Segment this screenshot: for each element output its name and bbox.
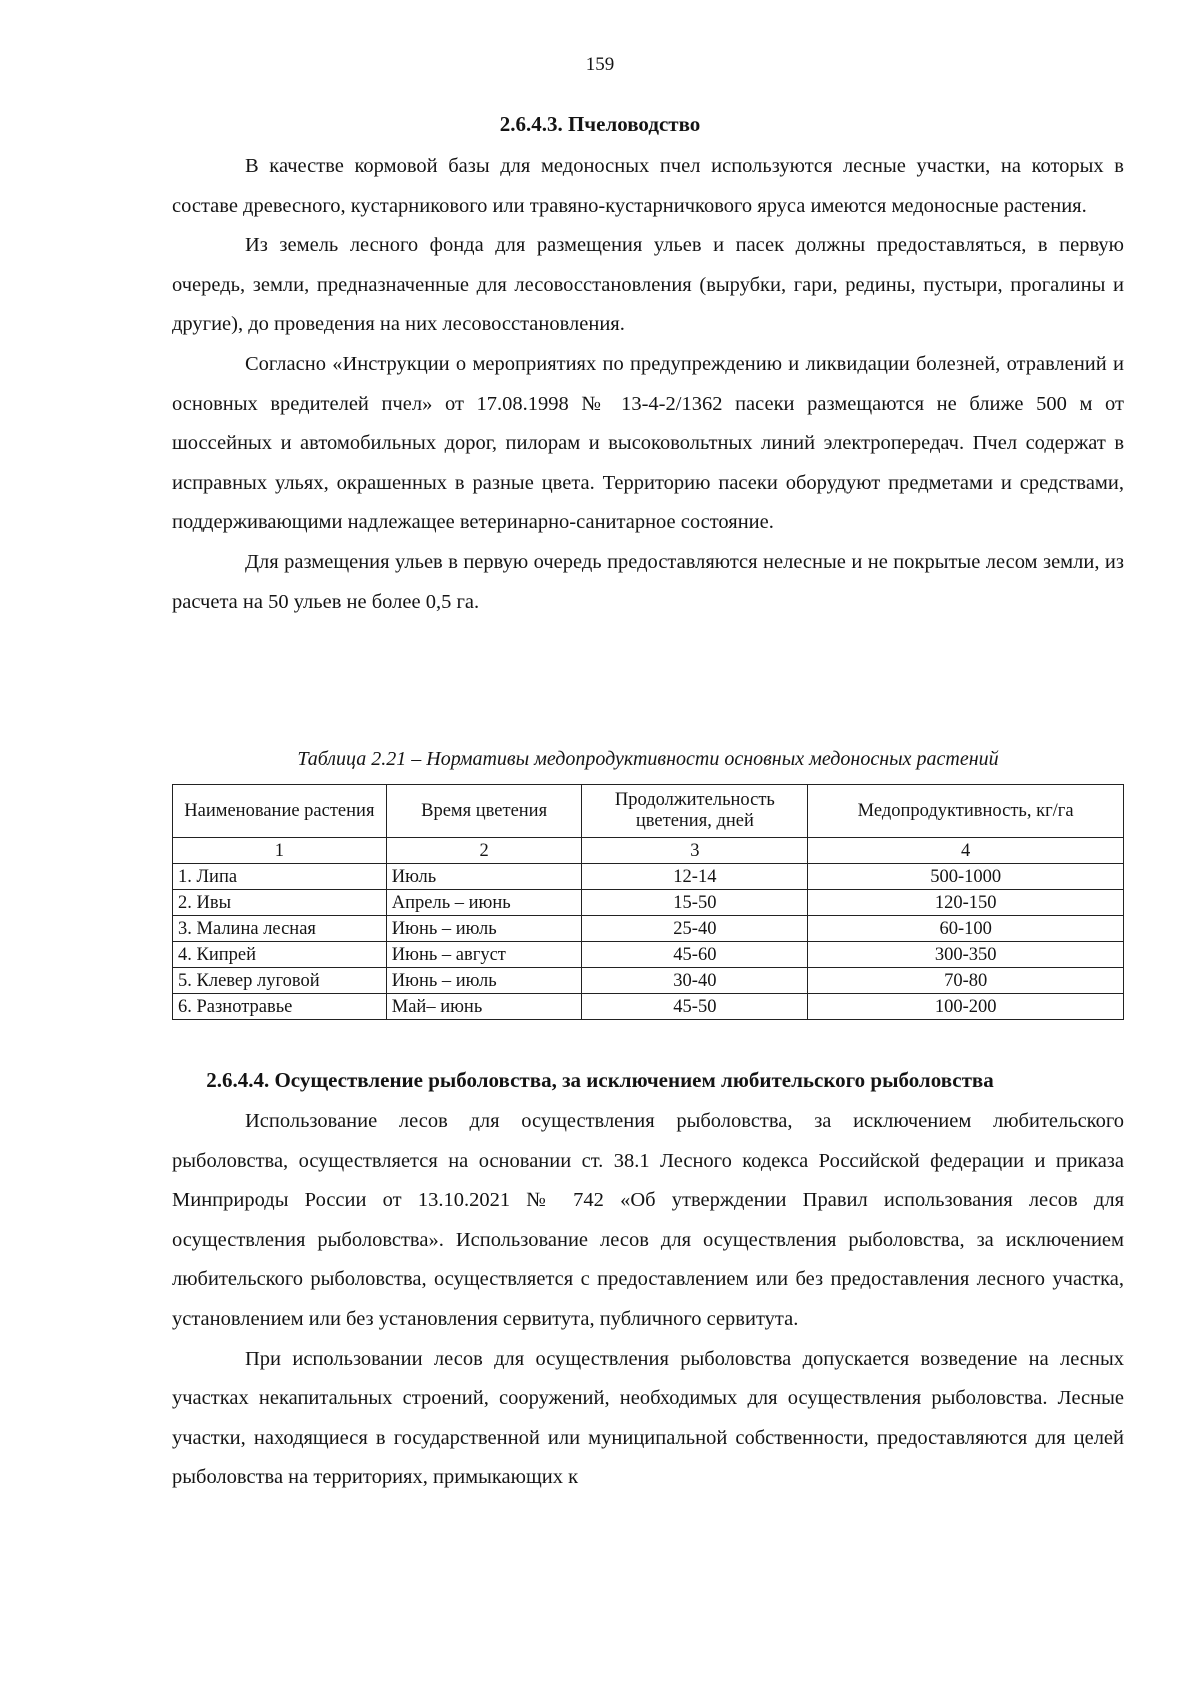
table-cell: Июнь – август [386,942,582,968]
column-number: 2 [386,838,582,864]
column-number-row [173,838,1124,864]
section-title-fishing: 2.6.4.4. Осуществление рыболовства, за исключением любительского рыболовства [206,1068,994,1092]
paragraph: Из земель лесного фонда для размещения ульев и пасек должны предоставляться, в первую очередь, земли, предназначенные для лесовосстановления (вырубки, гари, редины, пустыри, прогалины и другие), до проведения на них лесовосстановления. [172,234,1124,336]
table-cell: 300-350 [808,942,1124,968]
column-number: 4 [808,838,1124,864]
table-cell: 100-200 [808,994,1124,1020]
table-cell: Июнь – июль [386,968,582,994]
column-header: Время цветения [386,785,582,838]
table-cell: 2. Ивы [173,890,387,916]
table-cell: 70-80 [808,968,1124,994]
table-row [173,942,1124,968]
honey-productivity-table [172,784,1124,1020]
column-header: Наименование растения [173,785,387,838]
table-cell: 60-100 [808,916,1124,942]
table-caption: Таблица 2.21 – Нормативы медопродуктивности основных медоносных растений [297,748,999,770]
table-cell: 45-60 [582,942,808,968]
table-cell: 6. Разнотравье [173,994,387,1020]
table-cell: 30-40 [582,968,808,994]
table-cell: 120-150 [808,890,1124,916]
page-number: 159 [585,54,615,75]
table-cell: 500-1000 [808,864,1124,890]
column-header: Медопродуктивность, кг/га [808,785,1124,838]
table-cell: 3. Малина лесная [173,916,387,942]
table-cell: 5. Клевер луговой [173,968,387,994]
table-row [173,916,1124,942]
column-number: 1 [173,838,387,864]
table-cell: 25-40 [582,916,808,942]
table-cell: Май– июнь [386,994,582,1020]
table-header-row [173,785,1124,838]
table-cell: Июнь – июль [386,916,582,942]
paragraph: При использовании лесов для осуществления рыболовства допускается возведение на лесных участках некапитальных строений, сооружений, необходимых для осуществления рыболовства. Лесные участки, находящиеся в государственной или муниципальной собственности, предоставляются для целей рыболовства на территориях, примыкающих к [172,1347,1124,1489]
table-row [173,890,1124,916]
column-header: Продолжительность цветения, дней [582,785,808,838]
table-row [173,994,1124,1020]
beekeeping-text [172,147,1124,622]
table-row [173,864,1124,890]
table-cell: 4. Кипрей [173,942,387,968]
column-number: 3 [582,838,808,864]
table-cell: 15-50 [582,890,808,916]
table-cell: 45-50 [582,994,808,1020]
table-cell: Апрель – июнь [386,890,582,916]
paragraph: Для размещения ульев в первую очередь предоставляются нелесные и не покрытые лесом земли, из расчета на 50 ульев не более 0,5 га. [172,550,1124,613]
paragraph: Использование лесов для осуществления рыболовства, за исключением любительского рыболовства, осуществляется на основании ст. 38.1 Лесного кодекса Российской федерации и приказа Минприроды России от 13.10.2021 № 742 «Об утверждении Правил использования лесов для осуществления рыболовства». Использование лесов для осуществления рыболовства, за исключением любительского рыболовства, осуществляется с предоставлением или без предоставления лесного участка, установлением или без установления сервитута, публичного сервитута. [172,1110,1124,1330]
table-cell: Июль [386,864,582,890]
paragraph: В качестве кормовой базы для медоносных пчел используются лесные участки, на которых в составе древесного, кустарникового или травяно-кустарничкового яруса имеются медоносные растения. [172,155,1124,217]
fishing-text [172,1102,1124,1498]
table-cell: 12-14 [582,864,808,890]
table-row [173,968,1124,994]
table-cell: 1. Липа [173,864,387,890]
section-title-beekeeping: 2.6.4.3. Пчеловодство [499,112,701,136]
paragraph: Согласно «Инструкции о мероприятиях по предупреждению и ликвидации болезней, отравлений и основных вредителей пчел» от 17.08.1998 № 13-4-2/1362 пасеки размещаются не ближе 500 м от шоссейных и автомобильных дорог, пилорам и высоковольтных линий электропередач. Пчел содержат в исправных ульях, окрашенных в разные цвета. Территорию пасеки оборудуют предметами и средствами, поддерживающими надлежащее ветеринарно-санитарное состояние. [172,352,1124,534]
